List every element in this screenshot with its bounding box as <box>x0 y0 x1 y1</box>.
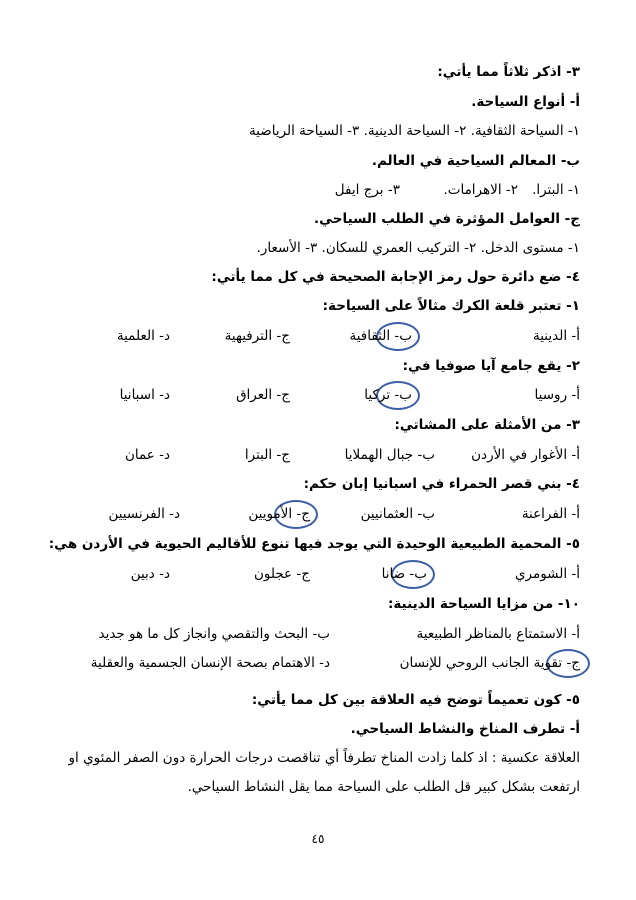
q5-a-title: أ- تطرف المناخ والنشاط السياحي. <box>350 721 580 737</box>
q5-answer-line-1: العلاقة عكسية : اذ كلما زادت المناخ تطرفاً أي تناقصت درجات الحرارة دون الصفر المئوي او <box>68 750 580 766</box>
q4-item-4-question: ٤- بني قصر الحمراء في اسبانيا إبان حكم: <box>303 476 580 492</box>
q4-item-5-option-c: ج- عجلون <box>253 566 310 582</box>
q3-b-item-1: ١- البترا. <box>532 182 580 198</box>
q3-heading: ٣- اذكر ثلاثاً مما يأتي: <box>437 64 580 80</box>
q4-item-1-option-c: ج- الترفيهية <box>224 328 290 344</box>
q4-item-2-option-a: أ- روسيا <box>534 387 580 403</box>
q3-b-item-2: ٢- الاهرامات. <box>443 182 518 198</box>
q4-item-1-option-d: د- العلمية <box>116 328 170 344</box>
q4-item-3-question: ٣- من الأمثلة على المشاتي: <box>394 417 580 433</box>
q4-item-10-question: ١٠- من مزايا السياحة الدينية: <box>387 596 580 612</box>
page-number: ٤٥ <box>311 832 325 846</box>
q3-c-title: ج- العوامل المؤثرة في الطلب السياحي. <box>314 211 580 227</box>
q4-item-5-option-b: ب- ضانا <box>381 566 427 582</box>
q5-heading: ٥- كون تعميماً توضح فيه العلاقة بين كل مما يأتي: <box>251 692 580 708</box>
q4-item-10-option-b: ب- البحث والتقصي وانجاز كل ما هو جديد <box>98 626 330 642</box>
q4-item-10-option-d: د- الاهتمام بصحة الإنسان الجسمية والعقلية <box>90 655 330 671</box>
q3-c-items: ١- مستوى الدخل. ٢- التركيب العمري للسكان. ٣- الأسعار. <box>256 240 580 256</box>
q4-item-3-option-c: ج- البترا <box>244 447 290 463</box>
q4-item-4-option-a: أ- الفراعنة <box>521 506 580 522</box>
q4-item-10-option-c: ج- تقوية الجانب الروحي للإنسان <box>399 655 580 671</box>
q5-answer-line-2: ارتفعت بشكل كبير قل الطلب على السياحة مما يقل النشاط السياحي. <box>187 779 580 795</box>
q4-item-10-option-a: أ- الاستمتاع بالمناظر الطبيعية <box>416 626 580 642</box>
q4-item-3-option-d: د- عمان <box>124 447 170 463</box>
q3-b-title: ب- المعالم السياحية في العالم. <box>371 153 580 169</box>
q4-item-2-option-b: ب- تركيا <box>364 387 412 403</box>
q3-a-items: ١- السياحة الثقافية. ٢- السياحة الدينية. ٣- السياحة الرياضية <box>248 123 580 139</box>
q4-item-2-option-d: د- اسبانيا <box>119 387 170 403</box>
q4-item-5-option-a: أ- الشومري <box>514 566 580 582</box>
q4-item-4-option-b: ب- العثمانيين <box>360 506 435 522</box>
q4-item-5-option-d: د- دبين <box>130 566 170 582</box>
q4-heading: ٤- ضع دائرة حول رمز الإجابة الصحيحة في كل مما يأتي: <box>211 269 580 285</box>
q4-item-2-option-c: ج- العراق <box>236 387 290 403</box>
q4-item-3-option-a: أ- الأغوار في الأردن <box>471 447 580 463</box>
q4-item-3-option-b: ب- جبال الهملايا <box>344 447 435 463</box>
q4-item-4-option-c: ج- الأمويين <box>248 506 310 522</box>
q4-item-1-option-a: أ- الدينية <box>532 328 580 344</box>
q4-item-4-option-d: د- الفرنسيين <box>108 506 180 522</box>
q4-item-2-question: ٢- يقع جامع آيا صوفيا في: <box>402 358 580 374</box>
q3-a-title: أ- أنواع السياحة. <box>471 94 580 110</box>
q4-item-1-option-b: ب- الثقافية <box>349 328 412 344</box>
q4-item-1-question: ١- تعتبر قلعة الكرك مثالاً على السياحة: <box>322 298 580 314</box>
q3-b-item-3: ٣- برج ايفل <box>334 182 400 198</box>
q4-item-5-question: ٥- المحمية الطبيعية الوحيدة التي يوجد فيها تنوع للأقاليم الحيوية في الأردن هي: <box>48 536 580 552</box>
